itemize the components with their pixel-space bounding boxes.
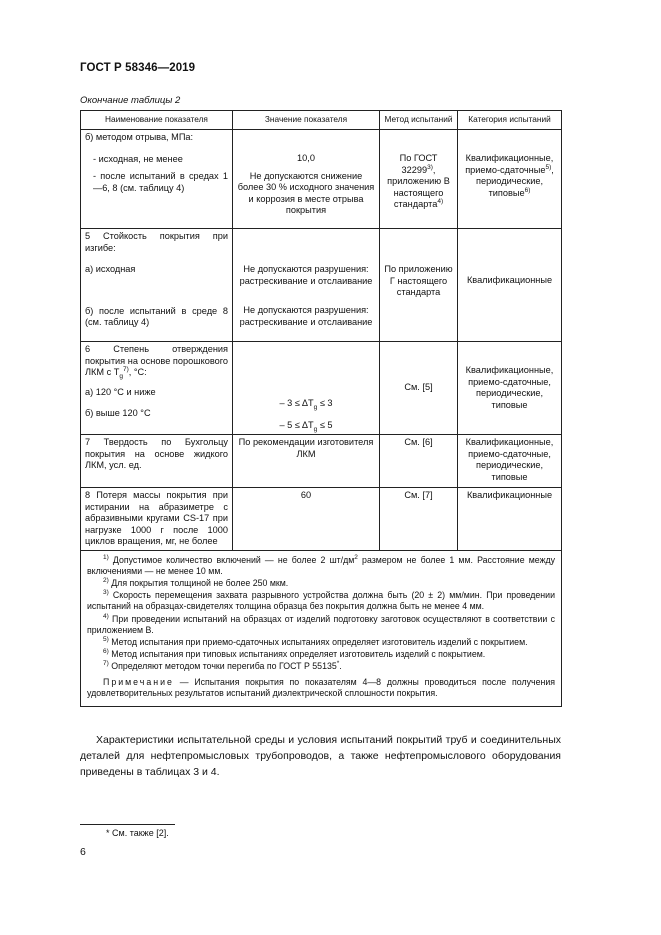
row5-a-value: Не допускаются разрушения: растрескивание и отслаивание: [239, 264, 373, 286]
table-remark: Примечание — Испытания покрытия по показателям 4—8 должны проводиться после получения удовлетворительных результатов испытаний диэлектрической сплошности покрытия.: [87, 676, 555, 698]
row8-category: Квалификационные: [466, 490, 553, 500]
row-b-sub1-value: 10,0: [297, 153, 315, 163]
table-caption: Окончание таблицы 2: [80, 95, 181, 106]
row5-category: Квалификационные: [466, 275, 553, 285]
row6-a-value: – $3 \le \Delta T_g \le 3$: [279, 398, 333, 411]
note-7: $^{7)}$ Определяют методом точки перегиба по ГОСТ Р 55135*.: [103, 660, 342, 672]
body-paragraph: Характеристики испытательной среды и условия испытаний покрытий труб и соединительных деталей для нефтепромысловых трубопроводов, а также нефтепромыслового оборудования приведены в таблицах 3 и 4.: [80, 734, 561, 778]
document-code: ГОСТ Р 58346—2019: [80, 62, 196, 74]
row5-method: По приложению Г настоящего стандарта: [384, 264, 453, 297]
table-row: [81, 488, 562, 551]
table-header-row: [81, 111, 562, 130]
row6-method: См. [5]: [404, 382, 433, 393]
row-b-sub2-label: - после испытаний в средах 1—6, 8 (см. таблицу 4): [93, 171, 228, 193]
table-row: [81, 342, 562, 435]
row7-method: См. [6]: [404, 437, 433, 447]
row8-method: См. [7]: [404, 490, 433, 500]
header-indicator-name: Наименование показателя: [81, 111, 233, 130]
row5-b-value: Не допускаются разрушения: растрескивание и отслаивание: [239, 305, 373, 327]
table-row: [81, 229, 562, 342]
header-indicator-value: Значение показателя: [233, 111, 380, 130]
row7-category: Квалификационные, приемо-сдаточные, периодические, типовые: [465, 437, 554, 482]
row5-b-label: б) после испытаний в среде 8 (см. таблицу 4): [85, 305, 228, 327]
row6-b-value: – $5 \le \Delta T_g \le 5$: [279, 419, 333, 433]
note-6: $^{6)}$ Метод испытания при типовых испытаниях определяет изготовитель изделий с покрытием.: [103, 648, 486, 660]
note-5: $^{5)}$ Метод испытания при приемо-сдаточных испытаниях определяет изготовитель изделий с покрытием.: [103, 636, 528, 647]
row5-a-label: а) исходная: [85, 264, 136, 274]
table-notes-row: [81, 550, 562, 706]
note-2: $^{2)}$ Для покрытия толщиной не более 250 мкм.: [103, 576, 289, 588]
row-b-sub2-value: Не допускаются снижение более 30 % исходного значения и коррозия в месте отрыва покрытия: [237, 170, 375, 215]
row6-b-label: б) выше 120 °С: [85, 408, 151, 418]
row6-category: Квалификационные, приемо-сдаточные, периодические, типовые: [465, 365, 554, 410]
header-test-method: Метод испытаний: [380, 111, 458, 130]
row-b-category: Квалификационные, приемо-сдаточные$^{5)}$, периодические, типовые$^{6)}$: [465, 153, 554, 198]
note-3: $^{3)}$ Скорость перемещения захвата разрывного устройства должна быть (20 ± 2) мм/мин. При проведении испытаний на образцах-свидетелях толщина образца без покрытия должна быть не менее 4 мм.: [87, 589, 555, 612]
row-b-sub1-label: - исходная, не менее: [93, 153, 183, 164]
footnote: * См. также [2].: [106, 828, 169, 838]
row8-value: 60: [300, 490, 312, 500]
row7-value: По рекомендации изготовителя ЛКМ: [238, 437, 374, 459]
row6-a-label: а) 120 °С и ниже: [85, 386, 156, 397]
footnote-divider: [80, 824, 175, 825]
note-1: $^{1)}$ Допустимое количество включений — не более 2 $шт/дм^2$ размером не более 1 мм. Расстояние между включениями — не менее 10 мм.: [87, 553, 555, 576]
page-number: 6: [80, 846, 86, 858]
table-row: [81, 130, 562, 229]
row8-title: 8 Потеря массы покрытия при истирании на абразиметре с абразивными кругами CS-17 при нагрузке 1000 г после 1000 циклов вращения, мг, не более: [85, 490, 228, 546]
header-test-category: Категория испытаний: [458, 111, 562, 130]
note-4: $^{4)}$ При проведении испытаний на образцах от изделий подготовку заготовок осуществляют в соответствии с приложением В.: [87, 612, 555, 635]
row-b-method: По ГОСТ 32299$^{3)}$, приложению В настоящего стандарта$^{4)}$: [387, 153, 450, 209]
requirements-table: [80, 110, 562, 707]
row7-title: 7 Твердость по Бухгольцу покрытия на основе жидкого ЛКМ, усл. ед.: [85, 437, 228, 470]
row5-title: 5 Стойкость покрытия при изгибе:: [85, 231, 228, 253]
row6-title: 6 Степень отверждения покрытия на основе порошкового ЛКМ с $T_g^{7)}$, °С:: [85, 344, 228, 380]
row-b-title: б) методом отрыва, МПа:: [85, 132, 194, 142]
table-row: [81, 435, 562, 488]
